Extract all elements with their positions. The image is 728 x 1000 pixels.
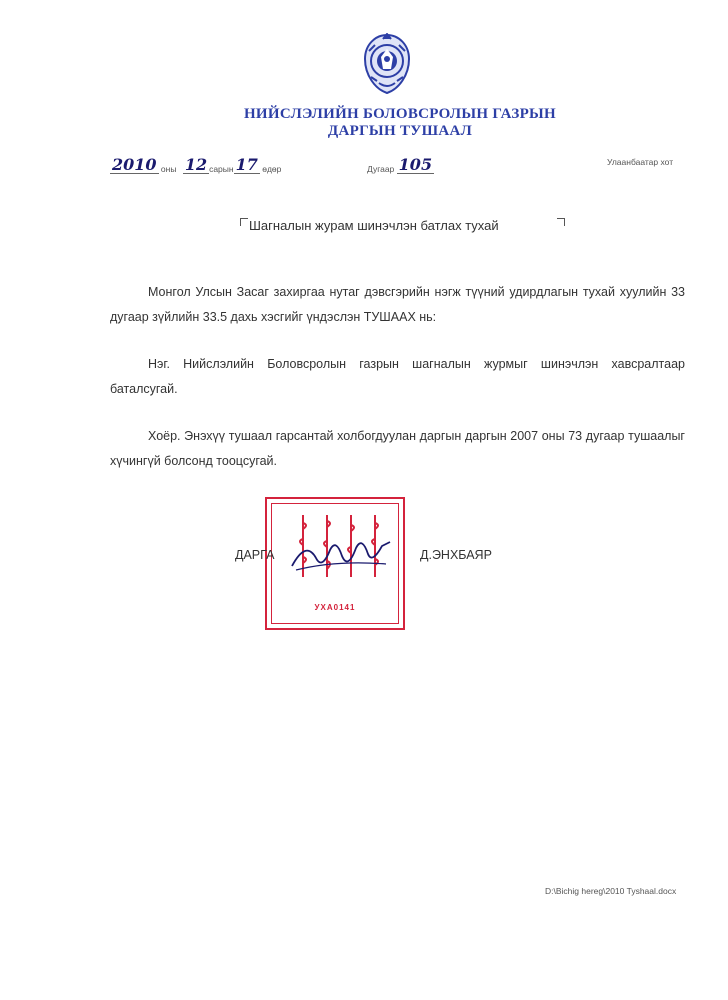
subject-corner-left xyxy=(240,218,248,226)
order-number xyxy=(367,157,434,174)
number-label: Дугаар xyxy=(367,164,395,174)
body-paragraph-1: Монгол Улсын Засаг захиргаа нутаг дэвсгэрийн нэгж түүний удирдлагын тухай хуулийн 33 дугаар зүйлийн 33.5 дахь хэсгийг үндэслэн ТУШААХ нь: xyxy=(110,285,685,324)
date-day: 17 xyxy=(235,155,258,174)
body-paragraph-2: Нэг. Нийслэлийн Боловсролын газрын шагналын журмыг шинэчлэн хавсралтаар баталсугай. xyxy=(110,357,685,396)
order-body xyxy=(110,280,685,496)
signatory-name: Д.ЭНХБАЯР xyxy=(420,548,492,562)
body-paragraph-3: Хоёр. Энэхүү тушаал гарсантай холбогдуулан даргын даргын 2007 оны 73 дугаар тушаалыг хүчингүй болсонд тооцсугай. xyxy=(110,429,685,468)
order-subject xyxy=(249,218,559,233)
date-year-suffix: оны xyxy=(160,164,177,174)
organization-heading xyxy=(200,106,600,140)
date-month-suffix: сарын xyxy=(209,164,234,174)
signatory-title: ДАРГА xyxy=(235,548,275,562)
footer-file-path: D:\Bichig hereg\2010 Tyshaal.docx xyxy=(545,886,677,896)
date-month: 12 xyxy=(184,155,208,174)
order-city: Улаанбаатар хот xyxy=(607,157,674,167)
stamp-code: УХА0141 xyxy=(314,603,356,612)
org-line-1: НИЙСЛЭЛИЙН БОЛОВСРОЛЫН ГАЗРЫН xyxy=(243,106,557,122)
number-value: 105 xyxy=(398,155,433,174)
order-date xyxy=(110,157,281,174)
subject-corner-right xyxy=(557,218,565,226)
org-line-2: ДАРГЫН ТУШААЛ xyxy=(327,123,473,139)
mongolian-state-emblem-icon xyxy=(361,33,413,95)
date-day-suffix: өдөр xyxy=(262,164,282,174)
subject-text: Шагналын журам шинэчлэн батлах тухай xyxy=(249,218,499,233)
date-year: 2010 xyxy=(112,155,157,174)
handwritten-signature xyxy=(286,530,396,583)
